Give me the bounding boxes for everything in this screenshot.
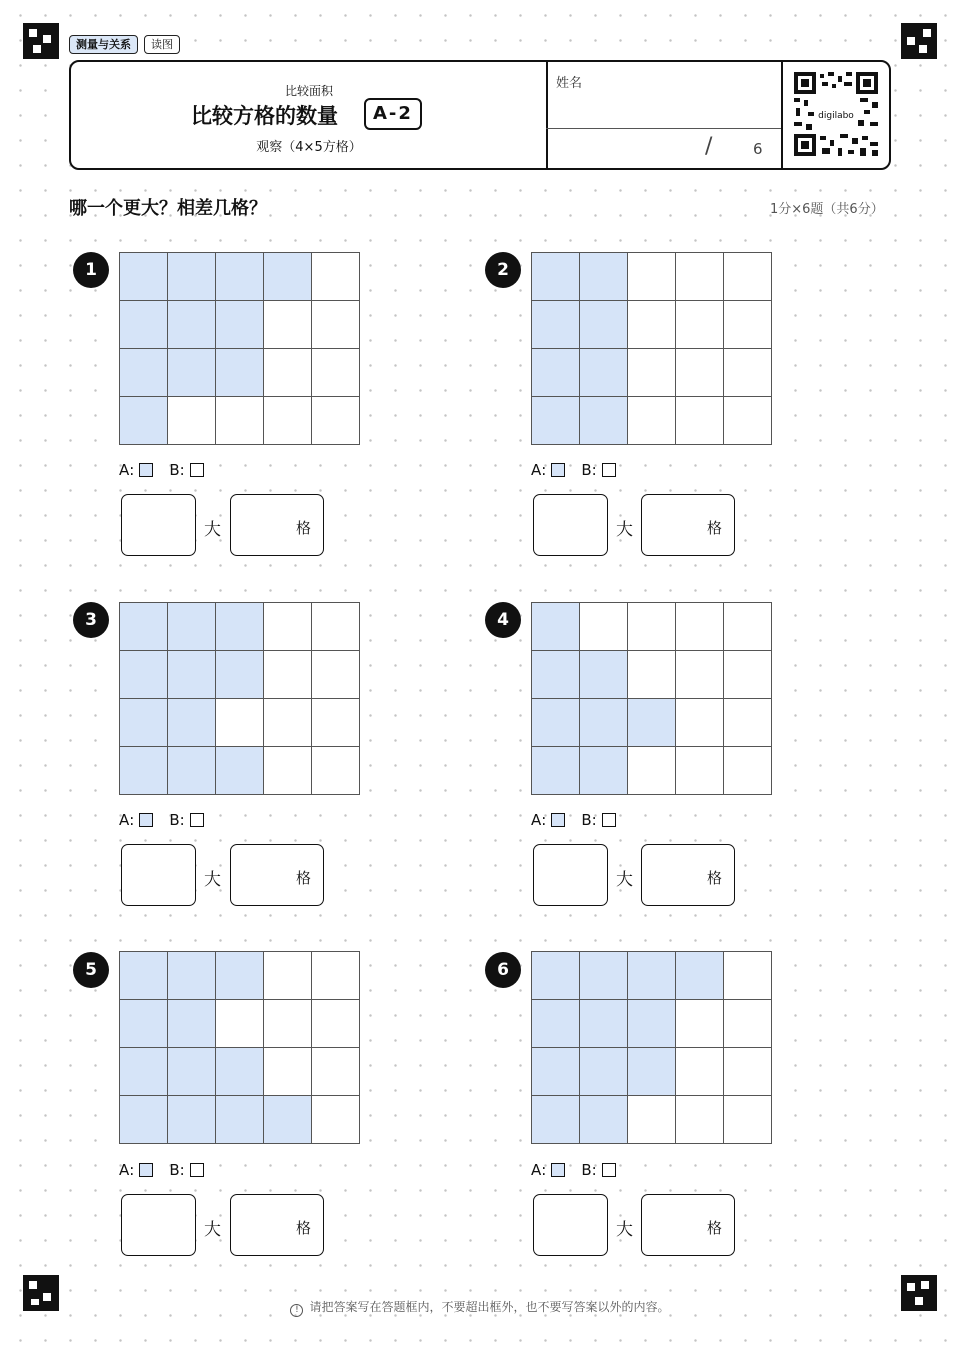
grid-cell-empty xyxy=(216,397,264,445)
grid-cell-shaded xyxy=(216,301,264,349)
answer-unit: 格 xyxy=(707,869,723,887)
grid-cell-shaded xyxy=(168,349,216,397)
grid-cell-empty xyxy=(216,699,264,747)
grid-cell-shaded xyxy=(120,952,168,1000)
grid-cell-shaded xyxy=(168,699,216,747)
grid-cell-shaded xyxy=(580,952,628,1000)
grid-cell-shaded xyxy=(216,747,264,795)
grid-cell-shaded xyxy=(628,1048,676,1096)
corner-marker-top-left xyxy=(23,23,59,59)
worksheet-header xyxy=(69,60,891,170)
grid-cell-shaded xyxy=(216,603,264,651)
grid-cell-shaded xyxy=(628,699,676,747)
grid-cell-shaded xyxy=(120,1048,168,1096)
grid-cell-shaded xyxy=(120,651,168,699)
grid-cell-empty xyxy=(628,651,676,699)
legend-label-b: B xyxy=(169,1160,180,1179)
footer-note xyxy=(0,1298,960,1317)
empty-square-icon xyxy=(190,463,204,477)
grid-cell-shaded xyxy=(216,253,264,301)
problem-number-badge: 3 xyxy=(73,602,109,638)
answer-label-big: 大 xyxy=(204,870,221,890)
empty-square-icon xyxy=(190,1163,204,1177)
grid-cell-shaded xyxy=(580,349,628,397)
header-divider xyxy=(781,62,783,168)
grid-cell-empty xyxy=(724,1000,772,1048)
grid-cell-empty xyxy=(312,603,360,651)
problem-number-badge: 1 xyxy=(73,252,109,288)
grid-cell-shaded xyxy=(580,253,628,301)
worksheet-note: 观察（4×5方格） xyxy=(256,140,362,155)
answer-box-larger[interactable] xyxy=(533,494,608,556)
grid-cell-shaded xyxy=(580,1000,628,1048)
grid-cell-shaded xyxy=(532,603,580,651)
grid-cell-shaded xyxy=(168,1048,216,1096)
grid-cell-empty xyxy=(312,651,360,699)
area-grid xyxy=(119,602,360,795)
grid-cell-shaded xyxy=(580,397,628,445)
grid-cell-shaded xyxy=(532,397,580,445)
area-grid xyxy=(531,252,772,445)
grid-cell-empty xyxy=(724,747,772,795)
answer-unit: 格 xyxy=(296,1219,312,1237)
grid-cell-shaded xyxy=(264,1096,312,1144)
grid-cell-shaded xyxy=(532,747,580,795)
shaded-square-icon xyxy=(551,1163,565,1177)
qr-code-icon xyxy=(794,72,878,156)
grid-cell-shaded xyxy=(532,952,580,1000)
empty-square-icon xyxy=(602,463,616,477)
legend: A: B: xyxy=(119,810,220,829)
grid-cell-empty xyxy=(216,1000,264,1048)
area-grid xyxy=(119,252,360,445)
answer-unit: 格 xyxy=(707,1219,723,1237)
shaded-square-icon xyxy=(139,463,153,477)
legend-label-b: B xyxy=(169,810,180,829)
footer-text: 请把答案写在答题框内，不要超出框外，也不要写答案以外的内容。 xyxy=(309,1300,670,1314)
grid-cell-empty xyxy=(724,301,772,349)
grid-cell-shaded xyxy=(120,1000,168,1048)
shaded-square-icon xyxy=(551,813,565,827)
answer-box-larger[interactable] xyxy=(121,1194,196,1256)
category-tag-reading-charts: 读图 xyxy=(144,35,180,54)
grid-cell-shaded xyxy=(532,1048,580,1096)
grid-cell-shaded xyxy=(580,1048,628,1096)
grid-cell-empty xyxy=(724,349,772,397)
grid-cell-empty xyxy=(628,603,676,651)
grid-cell-empty xyxy=(580,603,628,651)
answer-label-big: 大 xyxy=(616,520,633,540)
grid-cell-shaded xyxy=(168,1000,216,1048)
grid-cell-empty xyxy=(676,1000,724,1048)
grid-cell-empty xyxy=(312,747,360,795)
grid-cell-shaded xyxy=(168,253,216,301)
grid-cell-empty xyxy=(676,1048,724,1096)
grid-cell-shaded xyxy=(580,651,628,699)
grid-cell-shaded xyxy=(532,253,580,301)
grid-cell-empty xyxy=(676,349,724,397)
answer-label-big: 大 xyxy=(616,1220,633,1240)
grid-cell-empty xyxy=(676,397,724,445)
grid-cell-shaded xyxy=(120,349,168,397)
legend-label-a: A xyxy=(531,1160,542,1179)
grid-cell-empty xyxy=(628,1096,676,1144)
grid-cell-empty xyxy=(628,253,676,301)
grid-cell-shaded xyxy=(168,603,216,651)
grid-cell-empty xyxy=(312,397,360,445)
grid-cell-shaded xyxy=(216,1048,264,1096)
empty-square-icon xyxy=(190,813,204,827)
grid-cell-empty xyxy=(628,397,676,445)
svg-text:digilabo: digilabo xyxy=(818,111,854,121)
grid-cell-shaded xyxy=(532,699,580,747)
grid-cell-shaded xyxy=(120,1096,168,1144)
grid-cell-shaded xyxy=(532,301,580,349)
grid-cell-empty xyxy=(168,397,216,445)
grid-cell-empty xyxy=(724,651,772,699)
info-icon: ! xyxy=(290,1304,303,1317)
legend-label-b: B xyxy=(581,1160,592,1179)
worksheet-title: 比较方格的数量 xyxy=(191,104,338,128)
shaded-square-icon xyxy=(139,813,153,827)
grid-cell-empty xyxy=(676,301,724,349)
grid-cell-shaded xyxy=(532,651,580,699)
answer-box-larger[interactable] xyxy=(533,844,608,906)
grid-cell-shaded xyxy=(532,1000,580,1048)
grid-cell-empty xyxy=(724,603,772,651)
grid-cell-shaded xyxy=(532,1096,580,1144)
grid-cell-shaded xyxy=(216,349,264,397)
grid-cell-shaded xyxy=(580,1096,628,1144)
grid-cell-shaded xyxy=(168,651,216,699)
grid-cell-empty xyxy=(724,397,772,445)
name-label: 姓名 xyxy=(556,76,583,91)
grid-cell-shaded xyxy=(120,747,168,795)
score-info: 1分×6题（共6分） xyxy=(770,202,884,217)
level-badge: A-2 xyxy=(364,98,422,130)
legend-label-b: B xyxy=(581,810,592,829)
problem-number-badge: 5 xyxy=(73,952,109,988)
grid-cell-empty xyxy=(312,699,360,747)
answer-label-big: 大 xyxy=(204,520,221,540)
corner-marker-top-right xyxy=(901,23,937,59)
grid-cell-shaded xyxy=(532,349,580,397)
grid-cell-empty xyxy=(724,1048,772,1096)
grid-cell-empty xyxy=(264,952,312,1000)
grid-cell-empty xyxy=(676,253,724,301)
legend-label-a: A xyxy=(531,460,542,479)
problem-number-badge: 2 xyxy=(485,252,521,288)
score-input[interactable] xyxy=(547,129,697,168)
legend: A: B: xyxy=(119,460,220,479)
grid-cell-empty xyxy=(312,253,360,301)
grid-cell-empty xyxy=(312,349,360,397)
grid-cell-empty xyxy=(724,699,772,747)
grid-cell-shaded xyxy=(216,952,264,1000)
grid-cell-shaded xyxy=(628,1000,676,1048)
area-grid xyxy=(531,602,772,795)
legend: A: B: xyxy=(531,1160,632,1179)
grid-cell-empty xyxy=(676,651,724,699)
answer-label-big: 大 xyxy=(616,870,633,890)
grid-cell-shaded xyxy=(120,699,168,747)
grid-cell-empty xyxy=(312,1048,360,1096)
empty-square-icon xyxy=(602,813,616,827)
grid-cell-shaded xyxy=(168,747,216,795)
question-instruction: 哪一个更大？相差几格？ xyxy=(69,198,267,219)
empty-square-icon xyxy=(602,1163,616,1177)
answer-box-larger[interactable] xyxy=(121,844,196,906)
problem-number-badge: 6 xyxy=(485,952,521,988)
answer-label-big: 大 xyxy=(204,1220,221,1240)
grid-cell-empty xyxy=(724,1096,772,1144)
grid-cell-empty xyxy=(312,1096,360,1144)
worksheet-subtitle: 比较面积 xyxy=(284,84,333,98)
shaded-square-icon xyxy=(139,1163,153,1177)
grid-cell-shaded xyxy=(120,253,168,301)
grid-cell-empty xyxy=(676,1096,724,1144)
grid-cell-shaded xyxy=(168,1096,216,1144)
grid-cell-shaded xyxy=(216,1096,264,1144)
area-grid xyxy=(119,951,360,1144)
grid-cell-empty xyxy=(676,699,724,747)
grid-cell-shaded xyxy=(676,952,724,1000)
grid-cell-empty xyxy=(264,603,312,651)
grid-cell-shaded xyxy=(120,603,168,651)
answer-unit: 格 xyxy=(296,519,312,537)
grid-cell-shaded xyxy=(120,301,168,349)
grid-cell-empty xyxy=(264,699,312,747)
grid-cell-empty xyxy=(264,651,312,699)
grid-cell-shaded xyxy=(168,301,216,349)
name-input[interactable] xyxy=(547,90,781,128)
answer-box-larger[interactable] xyxy=(533,1194,608,1256)
grid-cell-empty xyxy=(264,301,312,349)
score-slash: / xyxy=(705,134,713,159)
grid-cell-empty xyxy=(264,397,312,445)
grid-cell-empty xyxy=(628,747,676,795)
grid-cell-empty xyxy=(628,349,676,397)
answer-box-larger[interactable] xyxy=(121,494,196,556)
grid-cell-shaded xyxy=(264,253,312,301)
grid-cell-empty xyxy=(628,301,676,349)
grid-cell-empty xyxy=(264,349,312,397)
grid-cell-empty xyxy=(312,1000,360,1048)
grid-cell-empty xyxy=(676,747,724,795)
grid-cell-shaded xyxy=(580,699,628,747)
legend-label-b: B xyxy=(169,460,180,479)
legend-label-a: A xyxy=(531,810,542,829)
shaded-square-icon xyxy=(551,463,565,477)
grid-cell-shaded xyxy=(120,397,168,445)
legend-label-a: A xyxy=(119,810,130,829)
grid-cell-empty xyxy=(724,952,772,1000)
grid-cell-empty xyxy=(312,952,360,1000)
grid-cell-empty xyxy=(312,301,360,349)
grid-cell-shaded xyxy=(168,952,216,1000)
grid-cell-empty xyxy=(264,1000,312,1048)
grid-cell-shaded xyxy=(216,651,264,699)
answer-unit: 格 xyxy=(296,869,312,887)
legend: A: B: xyxy=(531,810,632,829)
legend-label-a: A xyxy=(119,1160,130,1179)
problem-number-badge: 4 xyxy=(485,602,521,638)
grid-cell-empty xyxy=(264,747,312,795)
area-grid xyxy=(531,951,772,1144)
grid-cell-shaded xyxy=(628,952,676,1000)
score-total: 6 xyxy=(753,140,763,158)
grid-cell-shaded xyxy=(580,747,628,795)
grid-cell-empty xyxy=(264,1048,312,1096)
grid-cell-empty xyxy=(676,603,724,651)
answer-unit: 格 xyxy=(707,519,723,537)
legend-label-a: A xyxy=(119,460,130,479)
legend: A: B: xyxy=(531,460,632,479)
grid-cell-shaded xyxy=(580,301,628,349)
legend: A: B: xyxy=(119,1160,220,1179)
grid-cell-empty xyxy=(724,253,772,301)
legend-label-b: B xyxy=(581,460,592,479)
category-tag-measurement: 测量与关系 xyxy=(69,35,138,54)
